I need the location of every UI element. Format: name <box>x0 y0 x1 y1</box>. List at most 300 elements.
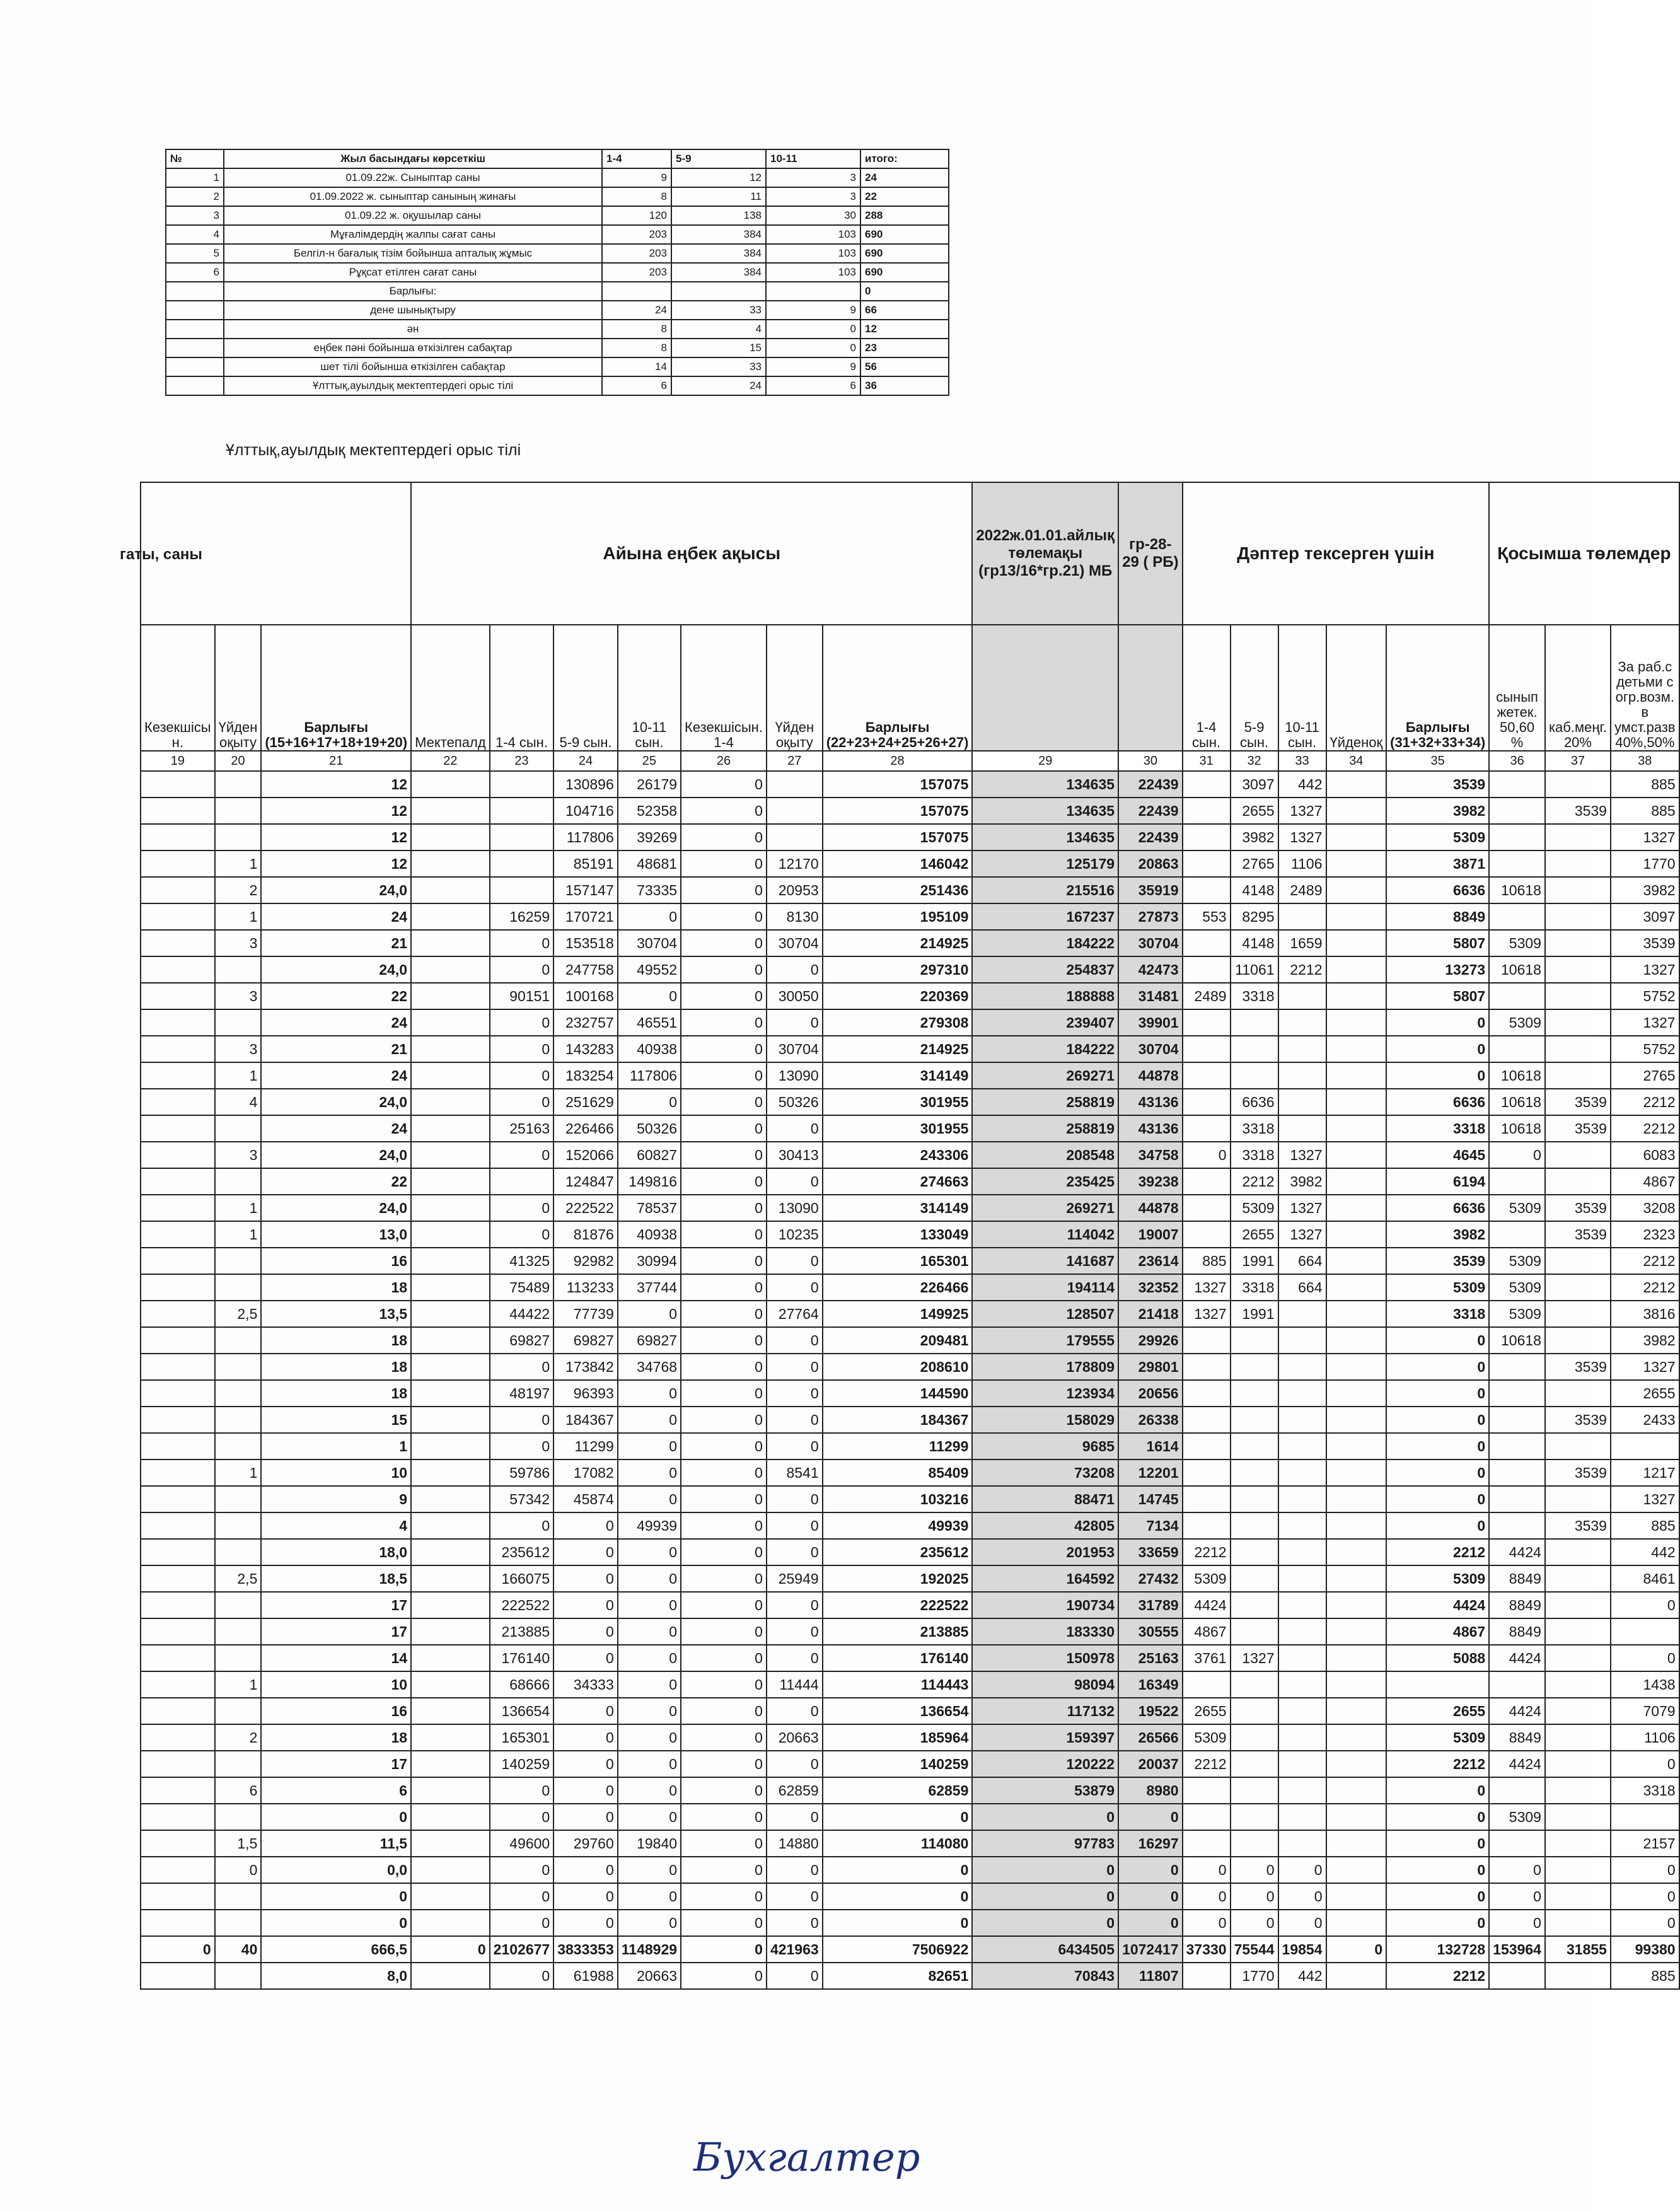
summary-row <box>166 301 949 320</box>
payroll-cell: 0 <box>767 1883 823 1910</box>
payroll-cell: 0 <box>767 1486 823 1512</box>
payroll-row <box>141 1354 1679 1380</box>
payroll-cell: 41325 <box>490 1248 554 1274</box>
payroll-cell: 132728 <box>1386 1936 1489 1963</box>
payroll-cell: 3 <box>215 983 262 1009</box>
payroll-cell <box>1489 1380 1545 1407</box>
payroll-cell: 49552 <box>618 956 681 983</box>
payroll-cell: 1327 <box>1611 1354 1679 1380</box>
payroll-cell: 0 <box>553 1777 618 1804</box>
payroll-cell: 34758 <box>1118 1142 1183 1168</box>
payroll-cell: 0 <box>1489 1883 1545 1910</box>
payroll-cell: 73335 <box>618 877 681 903</box>
summary-cell: 0 <box>860 282 949 301</box>
payroll-row <box>141 1751 1679 1777</box>
payroll-subheader: Барлығы (31+32+33+34) <box>1386 625 1489 751</box>
summary-cell: 0 <box>766 320 860 339</box>
payroll-cell <box>1278 1009 1326 1036</box>
payroll-cell: 0 <box>618 1777 681 1804</box>
payroll-row <box>141 983 1679 1009</box>
payroll-cell: 117132 <box>972 1698 1118 1724</box>
payroll-row <box>141 1539 1679 1565</box>
payroll-cell <box>141 1910 215 1936</box>
payroll-cell: 22439 <box>1118 798 1183 824</box>
payroll-cell: 20663 <box>618 1963 681 1989</box>
payroll-cell: 2489 <box>1278 877 1326 903</box>
payroll-cell <box>1326 930 1387 956</box>
payroll-cell: 1 <box>215 1062 262 1089</box>
payroll-cell: 8461 <box>1611 1565 1679 1592</box>
payroll-cell: 49939 <box>618 1512 681 1539</box>
payroll-cell: 226466 <box>823 1274 973 1301</box>
payroll-cell <box>411 1751 490 1777</box>
payroll-cell: 3761 <box>1183 1645 1231 1671</box>
payroll-cell: 885 <box>1611 771 1679 798</box>
payroll-cell: 279308 <box>823 1009 973 1036</box>
payroll-cell: 9 <box>261 1486 411 1512</box>
payroll-cell: 34333 <box>553 1671 618 1698</box>
summary-row <box>166 320 949 339</box>
payroll-cell: 0 <box>681 1301 767 1327</box>
payroll-cell <box>141 1883 215 1910</box>
payroll-cell: 12 <box>261 850 411 877</box>
summary-cell: 384 <box>671 263 766 282</box>
payroll-cell: 1 <box>215 1459 262 1486</box>
payroll-cell: 0 <box>618 1459 681 1486</box>
payroll-cell <box>215 1486 262 1512</box>
payroll-cell: 0 <box>681 850 767 877</box>
payroll-cell: 0 <box>1386 1009 1489 1036</box>
column-number: 37 <box>1545 751 1611 771</box>
payroll-cell <box>411 1380 490 1407</box>
payroll-cell: 78537 <box>618 1195 681 1221</box>
payroll-cell: 12 <box>261 798 411 824</box>
payroll-cell <box>1545 1142 1611 1168</box>
payroll-cell: 0 <box>681 1009 767 1036</box>
payroll-subheader: За раб.с детьми с огр.возм. в умст.разв 40%,50% <box>1611 625 1679 751</box>
summary-cell <box>166 339 224 357</box>
payroll-cell: 20663 <box>767 1724 823 1751</box>
payroll-cell: 4867 <box>1611 1168 1679 1195</box>
payroll-cell: 0 <box>681 903 767 930</box>
payroll-cell <box>141 877 215 903</box>
payroll-cell: 31855 <box>1545 1936 1611 1963</box>
payroll-cell <box>1278 1089 1326 1115</box>
payroll-cell <box>141 1618 215 1645</box>
payroll-cell: 0 <box>618 1618 681 1645</box>
payroll-cell <box>141 1195 215 1221</box>
summary-row <box>166 339 949 357</box>
payroll-cell: 0 <box>1386 1512 1489 1539</box>
payroll-cell <box>1183 1221 1231 1248</box>
payroll-cell: 0 <box>1611 1857 1679 1883</box>
payroll-cell <box>1545 1327 1611 1354</box>
payroll-cell <box>1489 1671 1545 1698</box>
payroll-row <box>141 1327 1679 1354</box>
payroll-cell: 134635 <box>972 798 1118 824</box>
payroll-cell: 61988 <box>553 1963 618 1989</box>
payroll-cell: 0 <box>767 1857 823 1883</box>
payroll-cell: 0 <box>490 1009 554 1036</box>
payroll-cell <box>141 1565 215 1592</box>
payroll-cell <box>1326 1168 1387 1195</box>
payroll-cell: 3318 <box>1231 983 1278 1009</box>
payroll-cell: 3539 <box>1545 1354 1611 1380</box>
payroll-cell: 4424 <box>1386 1592 1489 1618</box>
payroll-cell: 178809 <box>972 1354 1118 1380</box>
summary-cell <box>766 282 860 301</box>
payroll-cell <box>1545 1274 1611 1301</box>
summary-cell: ән <box>224 320 602 339</box>
summary-cell: 24 <box>671 376 766 395</box>
summary-cell: 15 <box>671 339 766 357</box>
payroll-row <box>141 1698 1679 1724</box>
payroll-cell: 16297 <box>1118 1830 1183 1857</box>
payroll-cell: 0 <box>681 1036 767 1062</box>
payroll-cell: 0 <box>1278 1883 1326 1910</box>
payroll-cell <box>1326 1963 1387 1989</box>
payroll-cell: 2102677 <box>490 1936 554 1963</box>
payroll-cell: 0 <box>618 1301 681 1327</box>
payroll-cell: 0 <box>767 1115 823 1142</box>
payroll-row <box>141 1380 1679 1407</box>
payroll-cell <box>1545 771 1611 798</box>
payroll-cell <box>1231 1036 1278 1062</box>
payroll-cell: 0 <box>618 1804 681 1830</box>
payroll-cell <box>1183 1062 1231 1089</box>
summary-table <box>165 149 949 396</box>
payroll-cell: 0 <box>1611 1883 1679 1910</box>
payroll-subheader: каб.меңг. 20% <box>1545 625 1611 751</box>
payroll-cell: 1 <box>215 903 262 930</box>
payroll-cell: 99380 <box>1611 1936 1679 1963</box>
payroll-cell <box>1489 1777 1545 1804</box>
payroll-cell: 157075 <box>823 824 973 850</box>
summary-cell: 384 <box>671 244 766 263</box>
payroll-row <box>141 1062 1679 1089</box>
payroll-cell: 0 <box>681 824 767 850</box>
payroll-cell: 3539 <box>1545 1459 1611 1486</box>
payroll-row <box>141 1301 1679 1327</box>
payroll-cell <box>411 1115 490 1142</box>
payroll-cell: 885 <box>1183 1248 1231 1274</box>
summary-cell: 9 <box>766 357 860 376</box>
payroll-cell: 26179 <box>618 771 681 798</box>
payroll-cell <box>1489 1407 1545 1433</box>
summary-cell: 8 <box>602 320 671 339</box>
payroll-cell: 44878 <box>1118 1195 1183 1221</box>
payroll-cell: 68666 <box>490 1671 554 1698</box>
payroll-cell <box>1231 1009 1278 1036</box>
payroll-cell: 0 <box>972 1910 1118 1936</box>
payroll-cell: 5309 <box>1489 1301 1545 1327</box>
payroll-cell: 18 <box>261 1380 411 1407</box>
payroll-cell: 20037 <box>1118 1751 1183 1777</box>
payroll-cell: 3 <box>215 930 262 956</box>
payroll-cell <box>1278 1062 1326 1089</box>
payroll-cell: 3 <box>215 1036 262 1062</box>
payroll-cell <box>215 1168 262 1195</box>
payroll-cell: 0 <box>767 1698 823 1724</box>
payroll-cell: 2212 <box>1183 1751 1231 1777</box>
payroll-cell: 10618 <box>1489 1115 1545 1142</box>
payroll-cell <box>141 956 215 983</box>
summary-cell: 3 <box>166 206 224 225</box>
payroll-cell <box>1183 956 1231 983</box>
payroll-cell: 14880 <box>767 1830 823 1857</box>
payroll-cell: 88471 <box>972 1486 1118 1512</box>
payroll-cell: 0 <box>1489 1142 1545 1168</box>
payroll-cell <box>141 798 215 824</box>
payroll-cell <box>411 1963 490 1989</box>
payroll-cell <box>1278 1354 1326 1380</box>
payroll-cell: 0 <box>681 1089 767 1115</box>
payroll-cell: 7079 <box>1611 1698 1679 1724</box>
payroll-cell: 208548 <box>972 1142 1118 1168</box>
payroll-cell: 0 <box>681 1512 767 1539</box>
payroll-cell: 0 <box>618 1751 681 1777</box>
payroll-cell: 117806 <box>618 1062 681 1089</box>
payroll-cell <box>1183 1115 1231 1142</box>
summary-cell: Мұғалімдердің жалпы сағат саны <box>224 225 602 244</box>
payroll-cell: 4424 <box>1183 1592 1231 1618</box>
payroll-cell <box>1545 1036 1611 1062</box>
payroll-cell: 69827 <box>618 1327 681 1354</box>
payroll-cell: 45874 <box>553 1486 618 1512</box>
payroll-cell <box>767 798 823 824</box>
payroll-cell: 3318 <box>1386 1115 1489 1142</box>
payroll-cell: 21 <box>261 1036 411 1062</box>
payroll-cell: 8,0 <box>261 1963 411 1989</box>
payroll-cell <box>1545 1248 1611 1274</box>
summary-cell: дене шынықтыру <box>224 301 602 320</box>
payroll-subheader: Үйден оқыту <box>767 625 823 751</box>
payroll-cell: 0 <box>681 1565 767 1592</box>
payroll-cell: 192025 <box>823 1565 973 1592</box>
payroll-cell: 0 <box>767 1963 823 1989</box>
payroll-cell: 152066 <box>553 1142 618 1168</box>
payroll-cell <box>1231 1698 1278 1724</box>
payroll-cell <box>1278 1301 1326 1327</box>
payroll-cell: 13090 <box>767 1195 823 1221</box>
payroll-cell: 0 <box>490 1883 554 1910</box>
payroll-cell <box>1545 1777 1611 1804</box>
payroll-cell <box>1326 1645 1387 1671</box>
payroll-table <box>140 482 1680 1990</box>
payroll-cell <box>411 1698 490 1724</box>
payroll-cell: 143283 <box>553 1036 618 1062</box>
payroll-cell: 1327 <box>1278 798 1326 824</box>
payroll-cell <box>411 1883 490 1910</box>
payroll-cell: 0 <box>1118 1804 1183 1830</box>
payroll-cell: 314149 <box>823 1195 973 1221</box>
summary-cell: 56 <box>860 357 949 376</box>
payroll-cell: 0 <box>215 1857 262 1883</box>
summary-cell: 103 <box>766 263 860 282</box>
payroll-cell: 18,5 <box>261 1565 411 1592</box>
payroll-cell: 24 <box>261 903 411 930</box>
payroll-subheader: 1-4 сын. <box>1183 625 1231 751</box>
payroll-cell <box>1278 1645 1326 1671</box>
payroll-cell <box>1278 903 1326 930</box>
payroll-cell: 0 <box>618 1883 681 1910</box>
payroll-cell: 0 <box>1386 1036 1489 1062</box>
summary-cell: 203 <box>602 244 671 263</box>
payroll-cell: 166075 <box>490 1565 554 1592</box>
payroll-cell: 0 <box>1386 1883 1489 1910</box>
payroll-cell: 23614 <box>1118 1248 1183 1274</box>
payroll-cell: 4148 <box>1231 930 1278 956</box>
payroll-cell <box>1611 1433 1679 1459</box>
payroll-cell <box>411 930 490 956</box>
payroll-cell: 2212 <box>1611 1248 1679 1274</box>
payroll-cell: 82651 <box>823 1963 973 1989</box>
payroll-cell: 141687 <box>972 1248 1118 1274</box>
payroll-cell: 1 <box>261 1433 411 1459</box>
payroll-cell <box>1326 1195 1387 1221</box>
payroll-subheader: 5-9 сын. <box>1231 625 1278 751</box>
payroll-row <box>141 1433 1679 1459</box>
payroll-cell: 0 <box>1386 1327 1489 1354</box>
payroll-cell: 92982 <box>553 1248 618 1274</box>
summary-cell: 14 <box>602 357 671 376</box>
payroll-cell <box>1183 1036 1231 1062</box>
payroll-cell <box>1326 1009 1387 1036</box>
payroll-cell: 3982 <box>1386 1221 1489 1248</box>
payroll-cell: 27873 <box>1118 903 1183 930</box>
payroll-cell: 16349 <box>1118 1671 1183 1698</box>
payroll-cell <box>1326 1592 1387 1618</box>
payroll-cell <box>1326 1539 1387 1565</box>
summary-cell: 690 <box>860 225 949 244</box>
payroll-cell <box>1489 824 1545 850</box>
payroll-cell: 0 <box>1386 1910 1489 1936</box>
payroll-subheader <box>972 625 1118 751</box>
payroll-cell: 30704 <box>767 1036 823 1062</box>
payroll-cell <box>1183 1830 1231 1857</box>
payroll-cell: 5309 <box>1386 1724 1489 1751</box>
payroll-cell: 190734 <box>972 1592 1118 1618</box>
payroll-cell: 153964 <box>1489 1936 1545 1963</box>
payroll-cell <box>1545 1168 1611 1195</box>
payroll-cell: 17082 <box>553 1459 618 1486</box>
payroll-cell: 4148 <box>1231 877 1278 903</box>
payroll-cell: 49939 <box>823 1512 973 1539</box>
payroll-cell: 3318 <box>1231 1274 1278 1301</box>
column-number: 24 <box>553 751 618 771</box>
payroll-cell: 164592 <box>972 1565 1118 1592</box>
payroll-cell <box>141 930 215 956</box>
payroll-cell <box>1489 983 1545 1009</box>
payroll-cell: 6636 <box>1386 1089 1489 1115</box>
payroll-cell: 12 <box>261 824 411 850</box>
payroll-cell: 14 <box>261 1645 411 1671</box>
payroll-cell: 114443 <box>823 1671 973 1698</box>
payroll-cell: 8849 <box>1489 1724 1545 1751</box>
payroll-cell: 1327 <box>1611 1009 1679 1036</box>
column-number: 27 <box>767 751 823 771</box>
payroll-cell: 0 <box>681 1592 767 1618</box>
payroll-cell: 29801 <box>1118 1354 1183 1380</box>
summary-cell: 22 <box>860 187 949 206</box>
summary-row <box>166 225 949 244</box>
payroll-cell <box>1231 1724 1278 1751</box>
payroll-cell: 17 <box>261 1592 411 1618</box>
payroll-cell: 60827 <box>618 1142 681 1168</box>
payroll-cell <box>1326 1407 1387 1433</box>
payroll-cell: 0 <box>1386 1486 1489 1512</box>
payroll-cell <box>1183 1168 1231 1195</box>
payroll-cell: 442 <box>1278 771 1326 798</box>
payroll-cell <box>1278 1724 1326 1751</box>
payroll-cell: 1327 <box>1278 1221 1326 1248</box>
payroll-cell <box>141 1433 215 1459</box>
summary-cell: шет тілі бойынша өткізілген сабақтар <box>224 357 602 376</box>
payroll-cell: 2655 <box>1611 1380 1679 1407</box>
summary-header-row <box>166 149 949 168</box>
payroll-cell: 150978 <box>972 1645 1118 1671</box>
payroll-cell: 18,0 <box>261 1539 411 1565</box>
payroll-cell: 5309 <box>1231 1195 1278 1221</box>
payroll-cell: 0 <box>681 1645 767 1671</box>
payroll-cell <box>1545 1486 1611 1512</box>
payroll-cell <box>411 956 490 983</box>
payroll-cell: 0 <box>681 1062 767 1089</box>
payroll-cell <box>1326 1671 1387 1698</box>
payroll-cell <box>1326 1830 1387 1857</box>
payroll-row <box>141 956 1679 983</box>
payroll-cell: 209481 <box>823 1327 973 1354</box>
column-number: 26 <box>681 751 767 771</box>
payroll-cell: 3539 <box>1545 1089 1611 1115</box>
payroll-cell: 235425 <box>972 1168 1118 1195</box>
payroll-cell: 214925 <box>823 930 973 956</box>
payroll-cell: 30704 <box>767 930 823 956</box>
payroll-cell: 0 <box>1386 1830 1489 1857</box>
payroll-cell: 5807 <box>1386 930 1489 956</box>
payroll-cell: 25949 <box>767 1565 823 1592</box>
payroll-cell: 0 <box>681 1751 767 1777</box>
payroll-cell <box>141 1407 215 1433</box>
payroll-cell: 3539 <box>1545 1512 1611 1539</box>
payroll-cell: 0 <box>490 1036 554 1062</box>
payroll-cell: 10235 <box>767 1221 823 1248</box>
payroll-cell <box>141 1512 215 1539</box>
accountant-signature: Бухгалтер <box>693 2134 920 2180</box>
payroll-cell <box>1278 1592 1326 1618</box>
payroll-cell: 52358 <box>618 798 681 824</box>
payroll-cell: 4424 <box>1489 1698 1545 1724</box>
payroll-cell: 0 <box>823 1883 973 1910</box>
payroll-cell: 128507 <box>972 1301 1118 1327</box>
payroll-cell <box>1489 1830 1545 1857</box>
payroll-row <box>141 1168 1679 1195</box>
payroll-cell: 1217 <box>1611 1459 1679 1486</box>
payroll-cell <box>1326 1857 1387 1883</box>
payroll-cell <box>490 771 554 798</box>
payroll-cell: 43136 <box>1118 1115 1183 1142</box>
payroll-cell: 0 <box>553 1857 618 1883</box>
payroll-cell: 301955 <box>823 1089 973 1115</box>
payroll-cell <box>141 1248 215 1274</box>
payroll-row <box>141 850 1679 877</box>
payroll-cell: 0 <box>618 1910 681 1936</box>
payroll-cell: 442 <box>1278 1963 1326 1989</box>
payroll-cell: 258819 <box>972 1115 1118 1142</box>
payroll-cell: 13,0 <box>261 1221 411 1248</box>
payroll-cell <box>1326 1804 1387 1830</box>
payroll-cell <box>1278 983 1326 1009</box>
